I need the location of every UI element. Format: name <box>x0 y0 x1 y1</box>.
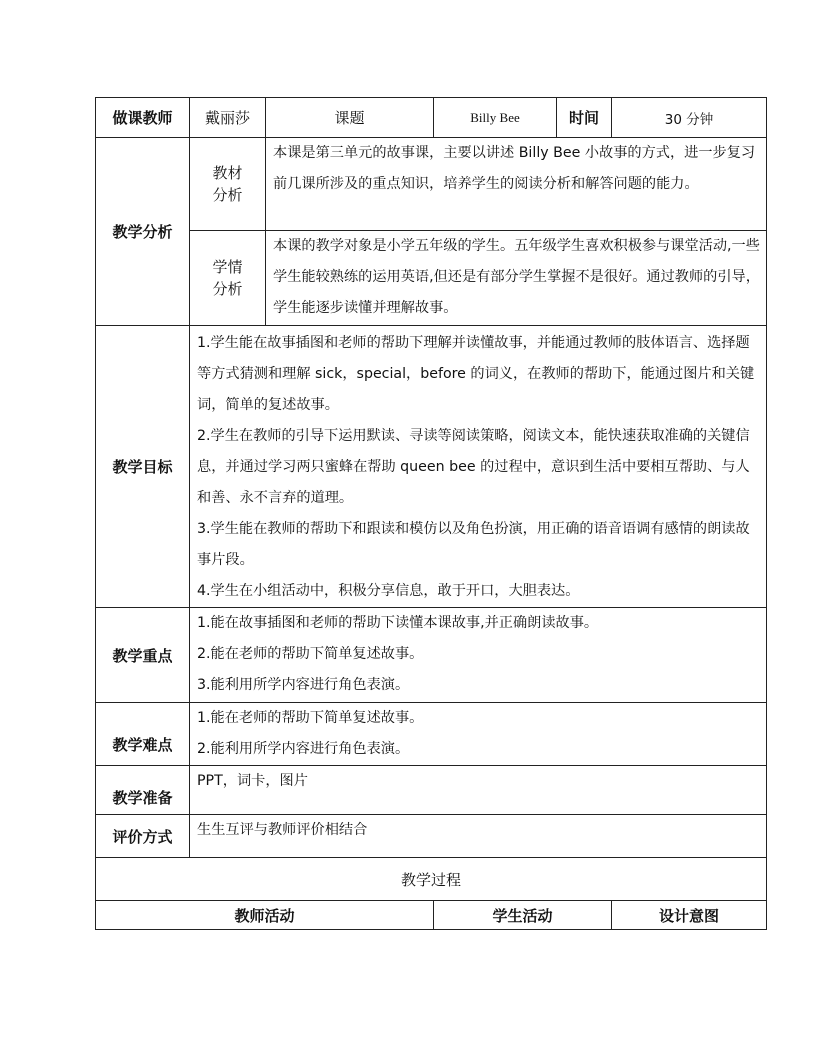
teacher-name: 戴丽莎 <box>190 98 266 138</box>
process-columns-row <box>96 901 767 930</box>
evaluation-label: 评价方式 <box>96 815 190 858</box>
objective-item: 1.学生能在故事插图和老师的帮助下理解并读懂故事，并能通过教师的肢体语言、选择题等方式猜测和理解 sick，special，before 的词义，在教师的帮助下，能通过图片和关键词，简单的复述故事。 <box>197 335 755 413</box>
preparation-value: PPT，词卡，图片 <box>197 773 308 789</box>
time-value: 30 分钟 <box>612 98 767 138</box>
analysis-label: 教学分析 <box>96 138 190 326</box>
objective-item: 2.学生在教师的引导下运用默读、寻读等阅读策略，阅读文本，能快速获取准确的关键信息，并通过学习两只蜜蜂在帮助 queen bee 的过程中，意识到生活中要相互帮助、与人和善、永不言弃的道理。 <box>197 428 750 506</box>
teacher-label: 做课教师 <box>96 98 190 138</box>
process-title: 教学过程 <box>96 858 767 901</box>
learners-text <box>266 231 767 326</box>
key-points-row <box>96 608 767 703</box>
difficulties-label: 教学难点 <box>96 703 190 766</box>
difficulties-row <box>96 703 767 766</box>
topic-label: 课题 <box>266 98 434 138</box>
evaluation-value: 生生互评与教师评价相结合 <box>197 822 368 838</box>
preparation-row <box>96 766 767 815</box>
time-label: 时间 <box>557 98 612 138</box>
objectives-label: 教学目标 <box>96 326 190 608</box>
difficulty-item: 1.能在老师的帮助下简单复述故事。 <box>197 710 424 726</box>
material-paragraph: 本课是第三单元的故事课，主要以讲述 Billy Bee 小故事的方式，进一步复习前几课所涉及的重点知识，培养学生的阅读分析和解答问题的能力。 <box>273 145 756 192</box>
key-points-text <box>190 608 767 703</box>
evaluation-row <box>96 815 767 858</box>
material-label-line1: 教材 <box>212 164 243 182</box>
col-teacher-activity: 教师活动 <box>96 901 434 930</box>
material-text <box>266 138 767 231</box>
difficulties-text <box>190 703 767 766</box>
topic-value: Billy Bee <box>434 98 557 138</box>
preparation-label: 教学准备 <box>96 766 190 815</box>
key-point-item: 1.能在故事插图和老师的帮助下读懂本课故事,并正确朗读故事。 <box>197 615 599 631</box>
learners-label-line1: 学情 <box>212 258 243 276</box>
col-student-activity: 学生活动 <box>434 901 612 930</box>
analysis-material-row <box>96 138 767 231</box>
col-design-intent: 设计意图 <box>612 901 767 930</box>
process-title-row <box>96 858 767 901</box>
analysis-learners-row <box>96 231 767 326</box>
header-row <box>96 98 767 138</box>
difficulty-item: 2.能利用所学内容进行角色表演。 <box>197 741 410 757</box>
lesson-plan-table <box>95 97 767 930</box>
learners-label <box>190 231 266 326</box>
learners-paragraph: 本课的教学对象是小学五年级的学生。五年级学生喜欢积极参与课堂活动,一些学生能较熟练的运用英语,但还是有部分学生掌握不是很好。通过教师的引导，学生能逐步读懂并理解故事。 <box>273 238 760 316</box>
material-label-line2: 分析 <box>212 186 243 204</box>
key-point-item: 3.能利用所学内容进行角色表演。 <box>197 677 410 693</box>
objective-item: 4.学生在小组活动中，积极分享信息，敢于开口，大胆表达。 <box>197 583 580 599</box>
objective-item: 3.学生能在教师的帮助下和跟读和模仿以及角色扮演，用正确的语音语调有感情的朗读故事片段。 <box>197 521 750 568</box>
objectives-text <box>190 326 767 608</box>
preparation-text <box>190 766 767 815</box>
key-points-label: 教学重点 <box>96 608 190 703</box>
evaluation-text <box>190 815 767 858</box>
objectives-row <box>96 326 767 608</box>
key-point-item: 2.能在老师的帮助下简单复述故事。 <box>197 646 424 662</box>
material-label <box>190 138 266 231</box>
learners-label-line2: 分析 <box>212 280 243 298</box>
